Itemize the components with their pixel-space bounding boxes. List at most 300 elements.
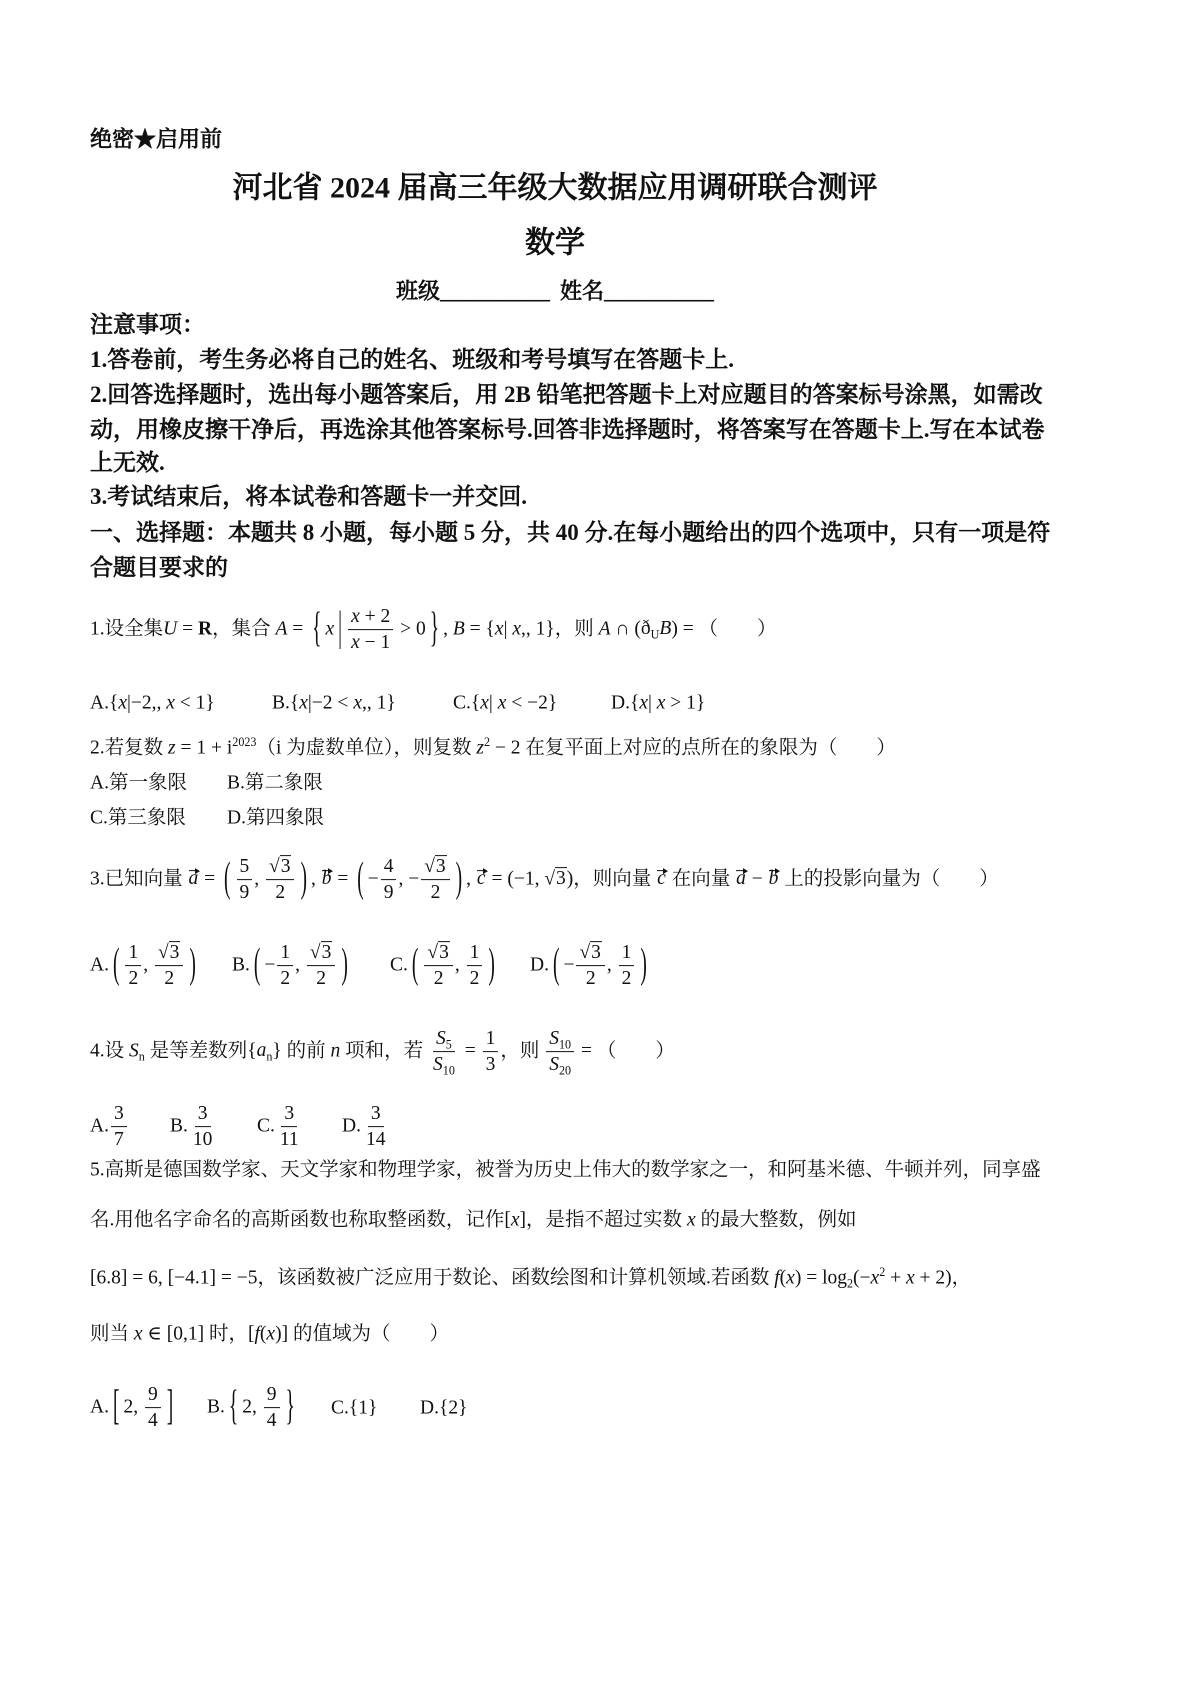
denominator xyxy=(145,1409,161,1433)
math-text: D.{ xyxy=(611,692,640,714)
math-variable: x xyxy=(870,1267,880,1289)
math-text: 2 xyxy=(164,968,175,990)
math-variable: f xyxy=(254,1323,260,1345)
math-text: 项和，若 xyxy=(340,1040,429,1062)
fraction xyxy=(266,855,294,905)
math-text: ∩ xyxy=(610,618,635,640)
class-blank: __________ xyxy=(440,278,550,304)
opening-delimiter: { xyxy=(438,1397,449,1419)
numerator xyxy=(381,855,397,880)
math-text: 4.设 xyxy=(90,1040,130,1062)
fraction xyxy=(155,941,183,991)
fraction xyxy=(546,1027,574,1077)
radicand: 3 xyxy=(556,868,566,890)
question-1-stem xyxy=(90,605,777,655)
bracketed-expression xyxy=(109,1383,177,1433)
math-text: 4 xyxy=(266,1410,277,1432)
math-text: = xyxy=(287,618,309,640)
numerator xyxy=(576,941,604,966)
fraction xyxy=(190,1102,216,1152)
math-text: , xyxy=(606,954,617,976)
denominator xyxy=(430,1053,458,1077)
vector-variable: c xyxy=(656,866,667,891)
denominator xyxy=(277,1128,302,1152)
math-text: , xyxy=(310,868,321,890)
math-text: 3 xyxy=(197,1103,208,1125)
question-1-option-a xyxy=(90,690,215,715)
notice-heading: 注意事项： xyxy=(90,312,205,338)
math-text: ，则向量 xyxy=(573,868,657,890)
math-text: 则当 xyxy=(90,1323,134,1345)
math-text: , xyxy=(143,954,153,976)
math-text: C.{ xyxy=(453,692,481,714)
opening-delimiter: [ xyxy=(248,1323,255,1345)
fraction xyxy=(145,1383,161,1433)
numerator xyxy=(277,941,293,966)
math-variable: U xyxy=(163,618,178,640)
math-text: , xyxy=(454,954,465,976)
closing-delimiter: ) xyxy=(189,943,196,989)
bracketed-content xyxy=(514,867,567,889)
math-text: = xyxy=(177,618,198,640)
numerator xyxy=(266,855,294,880)
math-text: 2 xyxy=(275,882,286,904)
radicand: 3 xyxy=(280,856,291,878)
math-variable: x xyxy=(353,692,362,714)
fraction xyxy=(424,941,452,991)
numerator xyxy=(368,1102,384,1127)
math-text: 2 xyxy=(433,968,444,990)
math-text: = log xyxy=(801,1267,847,1289)
question-2-stem xyxy=(90,735,896,760)
bracketed-expression xyxy=(486,618,555,639)
closing-delimiter: ] xyxy=(120,1267,128,1289)
denominator xyxy=(190,1128,216,1152)
closing-delimiter: ) xyxy=(300,857,307,903)
math-text: A.{ xyxy=(90,692,119,714)
closing-delimiter: ) xyxy=(341,943,348,989)
question-1-option-c xyxy=(453,690,557,715)
closing-delimiter: } xyxy=(458,1397,468,1419)
opening-delimiter: ( xyxy=(259,1323,267,1345)
denominator xyxy=(237,881,253,905)
math-text: 9 xyxy=(383,882,394,904)
math-text: C.第三象限 xyxy=(90,807,186,829)
denominator xyxy=(431,967,447,991)
closing-delimiter: ) xyxy=(275,1323,282,1345)
closing-delimiter: ) xyxy=(671,618,678,640)
math-text: （i 为虚数单位），则复数 xyxy=(256,737,477,759)
math-text: 9 xyxy=(147,1384,158,1406)
math-variable: S xyxy=(436,1028,446,1050)
math-variable: x xyxy=(266,1323,276,1345)
math-text: 6.8 xyxy=(96,1267,121,1289)
bracketed-content xyxy=(640,618,672,642)
math-text: − 1 xyxy=(359,632,391,654)
math-text: + xyxy=(885,1267,906,1289)
math-variable: z xyxy=(168,737,176,759)
math-variable: z xyxy=(476,737,484,759)
opening-delimiter: ( xyxy=(634,618,641,640)
math-variable: B xyxy=(659,618,672,640)
math-text: 9 xyxy=(239,882,250,904)
question-4-option-b xyxy=(170,1102,217,1152)
bracketed-expression xyxy=(780,1267,802,1288)
question-3-option-c xyxy=(390,941,499,991)
fraction xyxy=(264,1383,280,1433)
bracketed-content xyxy=(422,941,484,991)
math-text: ð xyxy=(640,618,651,640)
opening-delimiter: { xyxy=(348,1397,359,1419)
denominator xyxy=(467,967,483,991)
math-text: | xyxy=(647,692,657,714)
fraction xyxy=(237,855,253,905)
math-text: √ xyxy=(427,942,439,964)
math-text: | xyxy=(488,692,498,714)
section-heading-line: 合题目要求的 xyxy=(90,555,228,581)
math-text: , − xyxy=(398,868,420,890)
question-5-stem-line xyxy=(90,1207,856,1232)
math-text: 2 xyxy=(316,968,326,990)
math-text: 1 xyxy=(621,942,632,964)
notice-line: 1.答卷前，考生务必将自己的姓名、班级和考号填写在答题卡上. xyxy=(90,347,734,373)
math-text: − 2 在复平面上对应的点所在的象限为（ ） xyxy=(490,737,896,759)
math-text: 7 xyxy=(113,1129,124,1151)
opening-delimiter: ( xyxy=(507,868,514,890)
bracketed-content xyxy=(368,855,452,905)
math-text: 3 xyxy=(485,1054,496,1076)
bracketed-expression xyxy=(549,941,651,991)
math-variable: S xyxy=(549,1028,559,1050)
question-5-option-c xyxy=(331,1395,377,1420)
math-text: 上的投影向量为（ ） xyxy=(779,868,999,890)
fraction xyxy=(111,1102,127,1152)
math-text: C. xyxy=(331,1397,349,1419)
math-bold-symbol: R xyxy=(197,618,213,640)
math-text: | xyxy=(503,618,513,640)
subject-title: 数学 xyxy=(525,226,585,260)
math-text: = xyxy=(464,618,486,640)
closing-delimiter: } xyxy=(545,618,555,640)
denominator xyxy=(381,881,397,905)
math-text: 3 xyxy=(370,1103,381,1125)
denominator xyxy=(363,1128,389,1152)
question-5-option-b xyxy=(207,1383,299,1433)
numerator xyxy=(421,855,449,880)
bracketed-expression xyxy=(308,605,443,655)
numerator xyxy=(619,941,635,966)
numerator xyxy=(433,1027,455,1052)
question-5-option-a xyxy=(90,1383,177,1433)
closing-delimiter: ] xyxy=(281,1323,289,1345)
subscript: 2 xyxy=(847,1276,854,1291)
closing-delimiter: ) xyxy=(566,868,574,890)
bracketed-expression xyxy=(220,855,311,905)
math-text: D. xyxy=(530,954,549,976)
math-text: 2 xyxy=(128,968,139,990)
subscript: 20 xyxy=(559,1063,572,1078)
math-text: − xyxy=(264,954,276,976)
bracketed-expression xyxy=(504,1209,526,1230)
math-text: > 0 xyxy=(395,618,426,640)
opening-delimiter: [ xyxy=(90,1267,97,1289)
math-text: B.第二象限 xyxy=(227,772,323,794)
bracketed-content xyxy=(358,1397,368,1418)
math-text: 5.高斯是德国数学家、天文学家和物理学家，被誉为历史上伟大的数学家之一，和阿基米德、牛顿并列，同享盛 xyxy=(90,1159,1041,1181)
numerator xyxy=(348,605,393,630)
math-text: > 1} xyxy=(665,692,706,714)
question-1-option-b xyxy=(272,690,396,715)
math-text: 名.用他名字命名的高斯函数也称取整函数，记作 xyxy=(90,1209,505,1231)
bracketed-content xyxy=(266,1323,275,1344)
bracketed-content xyxy=(174,1267,209,1288)
opening-delimiter: ( xyxy=(411,943,419,989)
bracketed-content xyxy=(563,941,636,991)
question-5-stem-line xyxy=(90,1265,971,1290)
fraction xyxy=(381,855,397,905)
math-variable: x xyxy=(656,692,666,714)
question-2-option-c xyxy=(90,805,186,830)
numerator xyxy=(424,941,452,966)
question-2-option-a xyxy=(90,770,187,795)
math-text: , xyxy=(443,618,453,640)
question-3-option-d xyxy=(530,941,651,991)
math-text: C. xyxy=(257,1115,275,1137)
bracketed-expression xyxy=(634,618,678,642)
closing-delimiter: ) xyxy=(945,1267,952,1289)
question-2-option-b xyxy=(227,770,323,795)
math-variable: x xyxy=(639,692,648,714)
bracketed-content xyxy=(235,855,297,905)
math-text: √ xyxy=(309,942,321,964)
math-text: √ xyxy=(579,942,591,964)
bracketed-content xyxy=(859,1264,946,1289)
denominator xyxy=(428,881,444,905)
math-variable: x xyxy=(118,692,127,714)
fraction xyxy=(348,605,393,655)
opening-delimiter: { xyxy=(228,1385,239,1431)
math-text: D. xyxy=(420,1397,439,1419)
vector-variable: a xyxy=(188,866,200,891)
math-text: 的值域为（ ） xyxy=(288,1323,449,1345)
question-3-option-a xyxy=(90,941,200,991)
vector-variable: a xyxy=(735,866,747,891)
math-text: + 2 xyxy=(359,606,391,628)
opening-delimiter: [ xyxy=(112,1385,120,1431)
math-text: √ xyxy=(424,856,435,878)
math-text: −1, √ xyxy=(513,868,556,890)
math-text: 5 xyxy=(239,856,250,878)
math-text: A. xyxy=(90,1115,109,1137)
numerator xyxy=(145,1383,161,1408)
student-info-line xyxy=(90,278,1020,307)
question-4-option-c xyxy=(257,1102,304,1152)
math-text: B. xyxy=(232,954,250,976)
numerator xyxy=(281,1102,297,1127)
math-text: 2, xyxy=(123,1396,143,1418)
numerator xyxy=(111,1102,127,1127)
radicand: 3 xyxy=(169,942,180,964)
numerator xyxy=(546,1027,574,1052)
numerator xyxy=(155,941,183,966)
math-text: √ xyxy=(157,942,169,964)
section-heading-line: 一、选择题：本题共 8 小题，每小题 5 分，共 40 分.在每小题给出的四个选项中，只有一项是符 xyxy=(90,520,1051,546)
denominator xyxy=(348,631,393,655)
question-4-option-d xyxy=(342,1102,390,1152)
fraction xyxy=(277,1102,302,1152)
math-text: = （ ） xyxy=(677,618,777,640)
bracketed-content xyxy=(786,1267,795,1288)
subscript: n xyxy=(266,1049,273,1064)
math-text: = xyxy=(332,868,354,890)
notice-line: 3.考试结束后，将本试卷和答题卡一并交回. xyxy=(90,484,527,510)
math-text: A.第一象限 xyxy=(90,772,187,794)
math-text: = 1 + i xyxy=(175,737,233,759)
radicand: 3 xyxy=(435,856,446,878)
bracketed-expression xyxy=(353,855,466,905)
closing-delimiter: } xyxy=(272,1040,282,1062)
question-4-stem xyxy=(90,1027,675,1077)
exam-title: 河北省 2024 届高三年级大数据应用调研联合测评 xyxy=(232,171,878,205)
notice-line: 2.回答选择题时，选出每小题答案后，用 2B 铅笔把答题卡上对应题目的答案标号涂黑，如需改 xyxy=(90,382,1043,408)
bracketed-expression xyxy=(507,867,573,889)
math-text: 在向量 xyxy=(666,868,736,890)
bracketed-content xyxy=(326,605,426,655)
bracketed-content xyxy=(173,1323,197,1344)
denominator xyxy=(483,1053,499,1077)
fraction xyxy=(125,941,141,991)
closing-delimiter: ) xyxy=(455,857,463,903)
closing-delimiter: ] xyxy=(197,1323,205,1345)
fraction xyxy=(576,941,604,991)
closing-delimiter: } xyxy=(285,1385,295,1431)
radicand: 3 xyxy=(439,942,449,964)
bracketed-content xyxy=(97,1267,121,1288)
math-text: 2 xyxy=(448,1397,459,1419)
name-blank: __________ xyxy=(604,278,715,304)
math-text: 1 xyxy=(358,1397,369,1419)
notice-line: 上无效. xyxy=(90,450,165,476)
bracketed-expression xyxy=(248,1323,288,1344)
subscript: 10 xyxy=(559,1037,572,1052)
subscript: U xyxy=(650,627,660,642)
vector-variable: b xyxy=(321,866,333,891)
math-text: 的最大整数，例如 xyxy=(695,1209,857,1231)
math-variable: x xyxy=(512,618,521,640)
math-text: 2 xyxy=(621,968,632,990)
opening-delimiter: { xyxy=(485,618,495,640)
math-text: ，是指不超过实数 xyxy=(526,1209,687,1231)
bracketed-content xyxy=(264,941,337,991)
math-variable: x xyxy=(299,692,308,714)
math-variable: x xyxy=(480,692,489,714)
math-text: 2.若复数 xyxy=(90,737,169,759)
math-text: ，集合 xyxy=(212,618,276,640)
math-text: 1 xyxy=(485,1028,496,1050)
bracketed-expression xyxy=(853,1264,952,1289)
math-variable: B xyxy=(452,618,465,640)
math-text: 9 xyxy=(266,1384,277,1406)
bracketed-expression xyxy=(250,941,352,991)
denominator xyxy=(125,967,141,991)
math-variable: x xyxy=(906,1267,915,1289)
math-variable: x xyxy=(166,692,175,714)
closing-delimiter: ] xyxy=(209,1267,216,1289)
math-text: A. xyxy=(90,954,109,976)
opening-delimiter: [ xyxy=(166,1323,174,1345)
math-text: 14 xyxy=(365,1129,386,1151)
opening-delimiter: [ xyxy=(504,1209,511,1231)
numerator xyxy=(237,855,253,880)
closing-delimiter: ] xyxy=(519,1209,527,1231)
math-variable: x xyxy=(133,1323,143,1345)
question-5-stem-line xyxy=(90,1157,1041,1182)
math-text: ，则 xyxy=(554,618,599,640)
math-text: |−2,, xyxy=(126,692,167,714)
bracketed-expression xyxy=(168,1267,216,1288)
bracketed-expression xyxy=(109,941,200,991)
bracketed-expression xyxy=(260,1323,282,1344)
math-text: , xyxy=(254,868,265,890)
denominator xyxy=(111,1128,127,1152)
math-variable: f xyxy=(774,1267,780,1289)
math-text: |−2 < xyxy=(307,692,354,714)
math-text: 2 xyxy=(469,968,480,990)
math-text: 3 xyxy=(113,1103,124,1125)
confidentiality-label: 绝密★启用前 xyxy=(90,126,223,152)
bracketed-content xyxy=(123,1383,162,1433)
closing-delimiter: ) xyxy=(794,1267,802,1289)
math-variable: S xyxy=(433,1054,443,1076)
superscript: 2 xyxy=(483,734,490,749)
bracketed-content xyxy=(448,1397,458,1418)
bracketed-content xyxy=(511,1209,520,1230)
math-text: 2, xyxy=(242,1396,262,1418)
math-text: = −5，该函数被广泛应用于数论、函数绘图和计算机领域.若函数 xyxy=(216,1267,775,1289)
math-text: C. xyxy=(390,954,408,976)
math-text: 1 xyxy=(280,942,291,964)
math-text: 时， xyxy=(204,1323,248,1345)
fraction xyxy=(467,941,483,991)
subscript: 5 xyxy=(445,1037,452,1052)
closing-delimiter: } xyxy=(368,1397,378,1419)
denominator xyxy=(313,967,329,991)
bracketed-expression xyxy=(349,1397,378,1418)
bracketed-expression xyxy=(439,1397,468,1418)
vector-variable: b xyxy=(768,866,780,891)
numerator xyxy=(307,941,335,966)
math-text: < −2} xyxy=(506,692,558,714)
fraction xyxy=(430,1027,458,1077)
math-text: 1 xyxy=(469,942,480,964)
bracketed-expression xyxy=(408,941,499,991)
math-text: ∈ xyxy=(142,1323,167,1345)
math-text: 4 xyxy=(383,856,394,878)
bracketed-expression xyxy=(247,1040,282,1064)
superscript: 2 xyxy=(879,1264,886,1279)
closing-delimiter: ] xyxy=(166,1385,174,1431)
math-text: B. xyxy=(207,1396,225,1418)
numerator xyxy=(264,1383,280,1408)
opening-delimiter: [ xyxy=(167,1267,175,1289)
subscript: n xyxy=(138,1049,145,1064)
opening-delimiter: ( xyxy=(112,943,120,989)
opening-delimiter: ( xyxy=(552,943,560,989)
math-variable: x xyxy=(497,692,507,714)
opening-delimiter: ( xyxy=(779,1267,787,1289)
fraction xyxy=(307,941,335,991)
math-variable: A xyxy=(598,618,611,640)
